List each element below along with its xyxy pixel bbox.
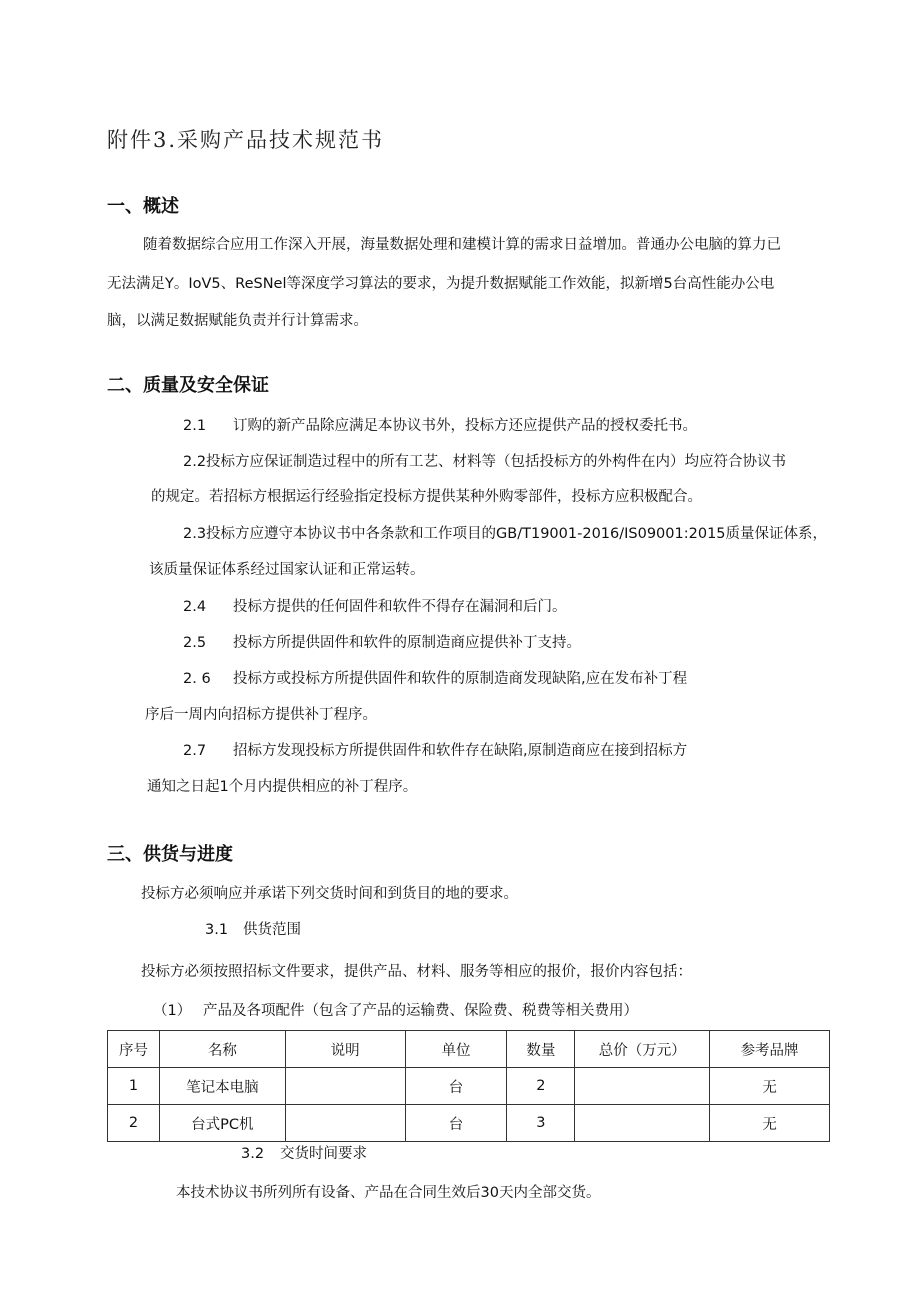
clause-2-5-number: 2.5 [183,635,207,651]
table-row [108,1105,830,1142]
table-header-row [108,1031,830,1068]
header-cell: 参考品牌 [710,1031,830,1068]
section-2-heading: 二、质量及安全保证 [107,375,269,396]
table-cell [285,1105,405,1142]
clause-2-6-number: 2. 6 [183,671,211,687]
clause-2-2-line-1: 2.2投标方应保证制造过程中的所有工艺、材料等（包括投标方的外构件在内）均应符合协议书 [183,454,787,470]
header-cell: 数量 [507,1031,575,1068]
item-1-number: （1） [153,1003,192,1019]
clause-2-7-number: 2.7 [183,743,207,759]
clause-2-2-line-2: 的规定。若招标方根据运行经验指定投标方提供某种外购零部件，投标方应积极配合。 [151,489,702,505]
s3-intro: 投标方必须响应并承诺下列交货时间和到货目的地的要求。 [141,886,518,902]
s1-line-1: 随着数据综合应用工作深入开展，海量数据处理和建模计算的需求日益增加。普通办公电脑的算力已 [143,237,781,253]
sub-3-2-label: 交货时间要求 [280,1146,367,1162]
clause-2-6-text: 投标方或投标方所提供固件和软件的原制造商发现缺陷,应在发布补丁程 [233,671,688,687]
table-cell: 笔记本电脑 [159,1068,285,1105]
table-cell: 台式PC机 [159,1105,285,1142]
clause-2-1-number: 2.1 [183,418,207,434]
table-cell: 2 [108,1105,160,1142]
clause-2-3-line-2: 该质量保证体系经过国家认证和正常运转。 [149,562,425,578]
clause-2-6-continuation: 序后一周内向招标方提供补丁程序。 [145,707,377,723]
section-1-heading: 一、概述 [107,196,179,217]
table-row [108,1068,830,1105]
delivery-text: 本技术协议书所列所有设备、产品在合同生效后30天内全部交货。 [176,1185,601,1201]
sub-3-2-number: 3.2 [241,1146,265,1162]
clause-2-4-number: 2.4 [183,599,207,615]
table-cell: 3 [507,1105,575,1142]
product-table [107,1030,830,1142]
table-cell [575,1105,710,1142]
clause-2-5-text: 投标方所提供固件和软件的原制造商应提供补丁支持。 [233,635,581,651]
clause-2-7-continuation: 通知之日起1个月内提供相应的补丁程序。 [147,779,418,795]
clause-2-1-text: 订购的新产品除应满足本协议书外，投标方还应提供产品的授权委托书。 [233,418,697,434]
table-cell: 2 [507,1068,575,1105]
table-cell: 无 [710,1068,830,1105]
header-cell: 序号 [108,1031,160,1068]
table-cell [285,1068,405,1105]
s1-line-2: 无法满足Y。IoV5、ReSNel等深度学习算法的要求，为提升数据赋能工作效能，拟新增5台高性能办公电 [107,276,775,292]
page-title: 附件3.采购产品技术规范书 [107,128,385,152]
header-cell: 总价（万元） [575,1031,710,1068]
header-cell: 单位 [405,1031,507,1068]
table-cell: 台 [405,1105,507,1142]
table-cell: 无 [710,1105,830,1142]
section-3-heading: 三、供货与进度 [107,844,233,865]
table-cell: 1 [108,1068,160,1105]
sub-3-1-number: 3.1 [205,922,229,938]
clause-2-7-text: 招标方发现投标方所提供固件和软件存在缺陷,原制造商应在接到招标方 [233,743,688,759]
table-cell: 台 [405,1068,507,1105]
header-cell: 名称 [159,1031,285,1068]
clause-2-3-line-1: 2.3投标方应遵守本协议书中各条款和工作项目的GB/T19001-2016/IS09001:2015质量保证体系， [183,526,828,542]
sub-3-1-label: 供货范围 [243,922,301,938]
scope-text: 投标方必须按照招标文件要求，提供产品、材料、服务等相应的报价，报价内容包括： [141,964,692,980]
s1-line-3: 脑，以满足数据赋能负责并行计算需求。 [107,313,368,329]
table-cell [575,1068,710,1105]
header-cell: 说明 [285,1031,405,1068]
clause-2-4-text: 投标方提供的任何固件和软件不得存在漏洞和后门。 [233,599,567,615]
item-1-label: 产品及各项配件（包含了产品的运输费、保险费、税费等相关费用） [203,1003,638,1019]
